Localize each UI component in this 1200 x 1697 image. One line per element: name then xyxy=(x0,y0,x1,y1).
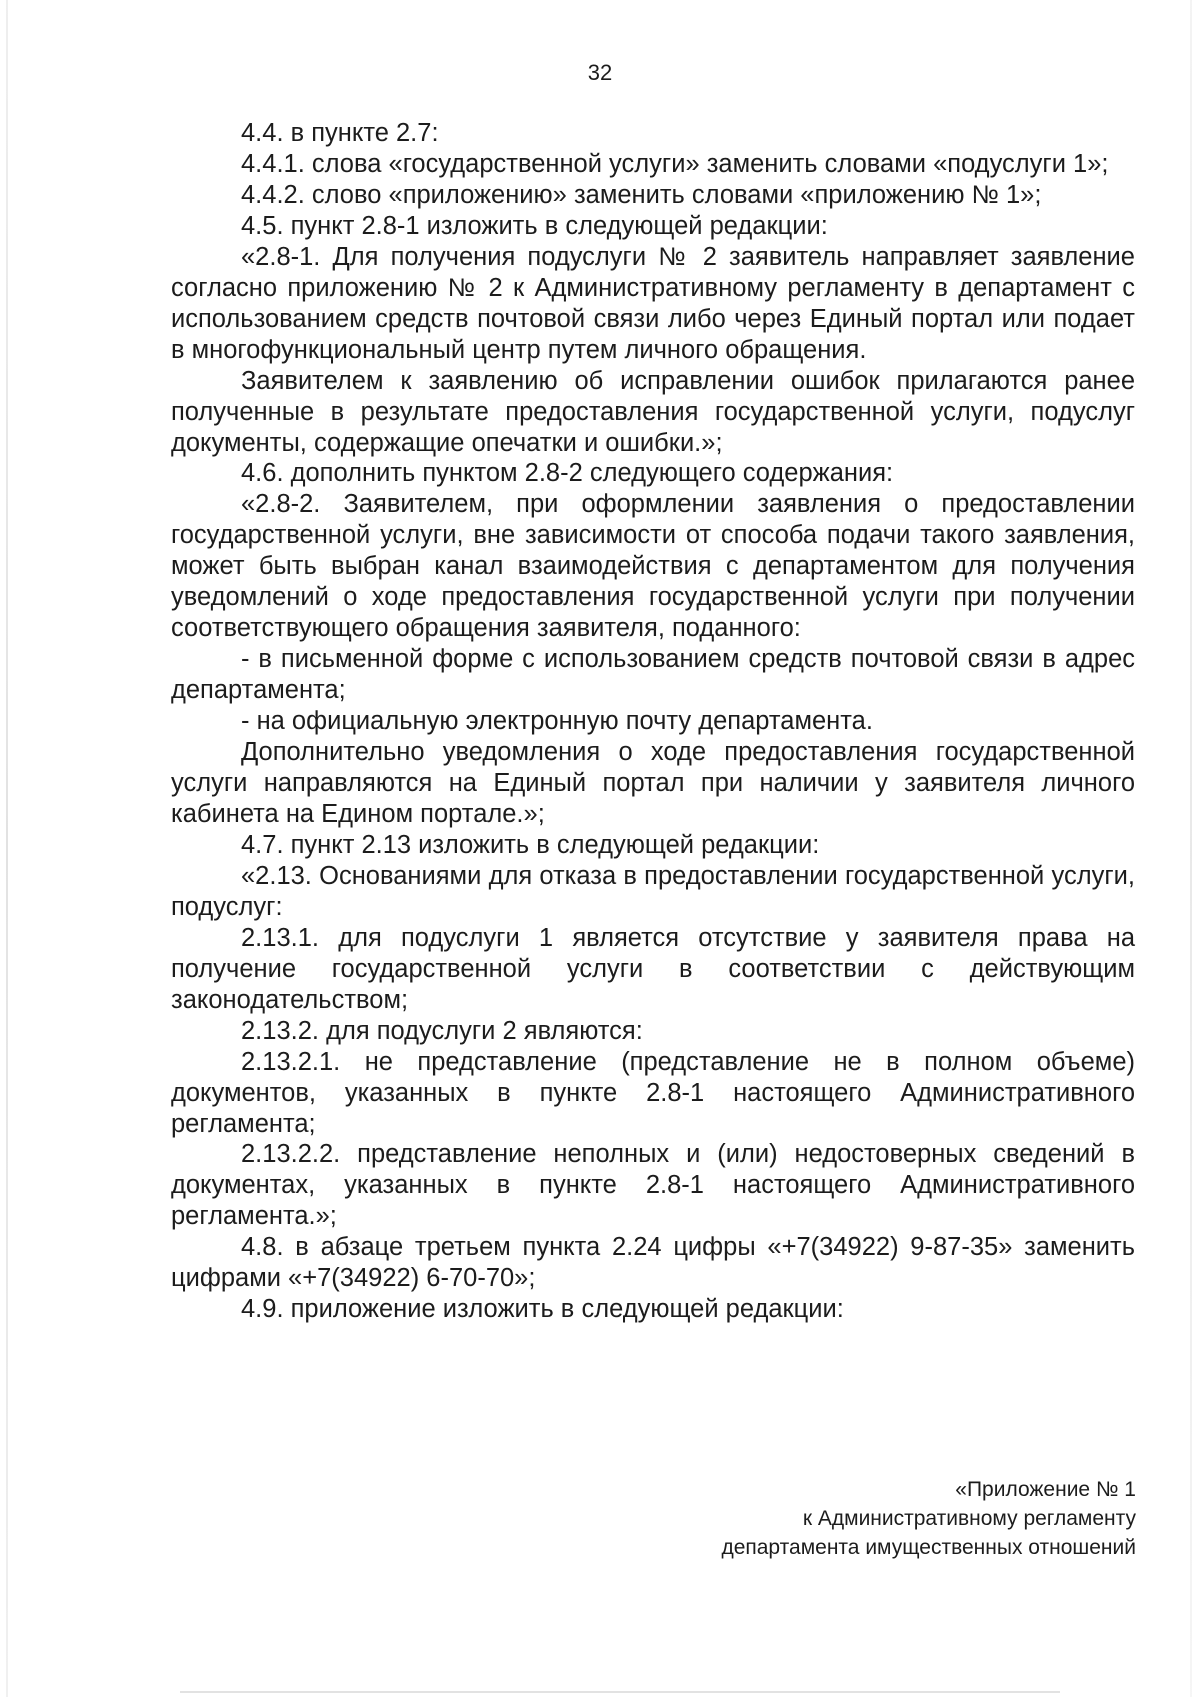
paragraph: «2.13. Основаниями для отказа в предоставлении государственной услуги, подуслуг: xyxy=(171,861,1135,921)
paragraph: Заявителем к заявлению об исправлении ошибок прилагаются ранее полученные в результате предоставления государственной услуги, подуслуг документы, содержащие опечатки и ошибки.»; xyxy=(171,366,1135,457)
scan-edge-right xyxy=(1190,0,1192,1697)
paragraph: 2.13.2.2. представление неполных и (или) недостоверных сведений в документах, указанных в пункте 2.8-1 настоящего Административного регламента.»; xyxy=(171,1140,1135,1231)
paragraph: «2.8-1. Для получения подуслуги № 2 заявитель направляет заявление согласно приложению № 2 к Административному регламенту в департамент с использованием средств почтовой связи либо через Единый портал или подает в многофункциональный центр путем личного обращения. xyxy=(171,242,1135,364)
paragraph: 2.13.2.1. не представление (представление не в полном объеме) документов, указанных в пункте 2.8-1 настоящего Административного регламента; xyxy=(171,1047,1135,1138)
scan-edge-left xyxy=(6,0,8,1697)
annex-line-2: к Административному регламенту xyxy=(802,1507,1136,1530)
page-number: 32 xyxy=(587,60,613,85)
document-body xyxy=(171,118,1135,1325)
paragraph: 4.7. пункт 2.13 изложить в следующей редакции: xyxy=(241,830,820,859)
paragraph: - на официальную электронную почту департамента. xyxy=(241,707,873,736)
paragraph: Дополнительно уведомления о ходе предоставления государственной услуги направляются на Единый портал при наличии у заявителя личного кабинета на Едином портале.»; xyxy=(171,738,1135,828)
paragraph: 2.13.2. для подуслуги 2 являются: xyxy=(241,1016,643,1045)
paragraph: 2.13.1. для подуслуги 1 является отсутствие у заявителя права на получение государственной услуги в соответствии с действующим законодательством; xyxy=(171,923,1135,1014)
paragraph: 4.4.1. слова «государственной услуги» заменить словами «подуслуги 1»; xyxy=(241,149,1109,178)
annex-heading xyxy=(721,1475,1136,1562)
paragraph: - в письменной форме с использованием средств почтовой связи в адрес департамента; xyxy=(171,645,1135,705)
paragraph: 4.4. в пункте 2.7: xyxy=(241,119,439,147)
annex-line-3: департамента имущественных отношений xyxy=(721,1536,1136,1559)
paragraph: 4.9. приложение изложить в следующей редакции: xyxy=(241,1295,844,1324)
paragraph: 4.5. пункт 2.8-1 изложить в следующей редакции: xyxy=(241,211,828,240)
annex-line-1: «Приложение № 1 xyxy=(955,1478,1136,1501)
scan-bottom-edge xyxy=(180,1691,1060,1693)
paragraph: 4.6. дополнить пунктом 2.8-2 следующего содержания: xyxy=(241,459,894,488)
paragraph: 4.4.2. слово «приложению» заменить словами «приложению № 1»; xyxy=(241,180,1042,209)
paragraph: «2.8-2. Заявителем, при оформлении заявления о предоставлении государственной услуги, вне зависимости от способа подачи такого заявления, может быть выбран канал взаимодействия с департаментом для получения уведомлений о ходе предоставления государственной услуги при получении соответствующего обращения заявителя, поданного: xyxy=(171,490,1135,643)
paragraph: 4.8. в абзаце третьем пункта 2.24 цифры «+7(34922) 9-87-35» заменить цифрами «+7(34922) 6-70-70»; xyxy=(171,1233,1135,1293)
